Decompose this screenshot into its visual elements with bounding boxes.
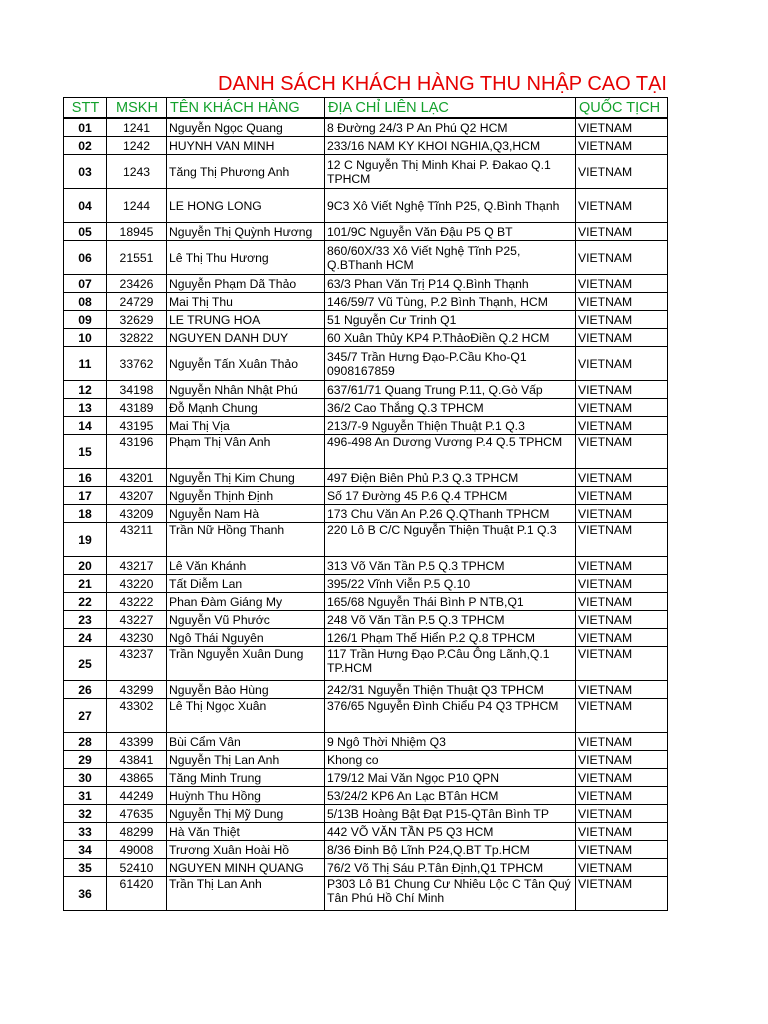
table-row (64, 189, 668, 223)
stt-cell: 30 (64, 769, 107, 787)
mskh-cell: 1241 (107, 118, 167, 137)
nationality-cell: VIETNAM (576, 311, 668, 329)
nationality-cell: VIETNAM (576, 275, 668, 293)
name-cell: Trương Xuân Hoài Hồ (167, 841, 325, 859)
stt-cell: 25 (64, 647, 107, 681)
stt-cell: 19 (64, 523, 107, 557)
nationality-cell: VIETNAM (576, 241, 668, 275)
table-row (64, 347, 668, 381)
nationality-cell: VIETNAM (576, 733, 668, 751)
nationality-cell: VIETNAM (576, 399, 668, 417)
table-row (64, 523, 668, 557)
address-cell: 213/7-9 Nguyễn Thiện Thuật P.1 Q.3 (325, 417, 576, 435)
name-cell: Lê Văn Khánh (167, 557, 325, 575)
address-cell: 220 Lô B C/C Nguyễn Thiện Thuật P.1 Q.3 (325, 523, 576, 557)
table-row (64, 118, 668, 137)
col-header-name: TÊN KHÁCH HÀNG (167, 98, 325, 119)
nationality-cell: VIETNAM (576, 593, 668, 611)
mskh-cell: 18945 (107, 223, 167, 241)
mskh-cell: 43207 (107, 487, 167, 505)
mskh-cell: 24729 (107, 293, 167, 311)
stt-cell: 22 (64, 593, 107, 611)
table-row (64, 699, 668, 733)
table-row (64, 505, 668, 523)
stt-cell: 32 (64, 805, 107, 823)
name-cell: Nguyễn Nam Hà (167, 505, 325, 523)
name-cell: Nguyễn Phạm Dã Thảo (167, 275, 325, 293)
stt-cell: 15 (64, 435, 107, 469)
name-cell: Mai Thị Thu (167, 293, 325, 311)
table-row (64, 593, 668, 611)
address-cell: 248 Võ Văn Tần P.5 Q.3 TPHCM (325, 611, 576, 629)
name-cell: Đỗ Mạnh Chung (167, 399, 325, 417)
col-header-nationality: QUỐC TỊCH (576, 98, 668, 119)
name-cell: Phan Đàm Giáng My (167, 593, 325, 611)
name-cell: LE TRUNG HOA (167, 311, 325, 329)
address-cell: 9 Ngô Thời Nhiệm Q3 (325, 733, 576, 751)
stt-cell: 09 (64, 311, 107, 329)
address-cell: 101/9C Nguyễn Văn Đậu P5 Q BT (325, 223, 576, 241)
table-row (64, 329, 668, 347)
table-row (64, 805, 668, 823)
stt-cell: 01 (64, 118, 107, 137)
mskh-cell: 43237 (107, 647, 167, 681)
customer-table (63, 97, 668, 911)
nationality-cell: VIETNAM (576, 293, 668, 311)
col-header-mskh: MSKH (107, 98, 167, 119)
table-row (64, 137, 668, 155)
mskh-cell: 47635 (107, 805, 167, 823)
nationality-cell: VIETNAM (576, 877, 668, 911)
name-cell: Nguyễn Nhân Nhật Phú (167, 381, 325, 399)
mskh-cell: 1242 (107, 137, 167, 155)
name-cell: Tất Diễm Lan (167, 575, 325, 593)
table-row (64, 155, 668, 189)
name-cell: NGUYEN MINH QUANG (167, 859, 325, 877)
table-row (64, 647, 668, 681)
nationality-cell: VIETNAM (576, 557, 668, 575)
stt-cell: 33 (64, 823, 107, 841)
address-cell: 496-498 An Dương Vương P.4 Q.5 TPHCM (325, 435, 576, 469)
nationality-cell: VIETNAM (576, 417, 668, 435)
address-cell: 442 VÕ VĂN TẦN P5 Q3 HCM (325, 823, 576, 841)
stt-cell: 29 (64, 751, 107, 769)
stt-cell: 04 (64, 189, 107, 223)
table-row (64, 769, 668, 787)
address-cell: 233/16 NAM KY KHOI NGHIA,Q3,HCM (325, 137, 576, 155)
name-cell: Tăng Thị Phương Anh (167, 155, 325, 189)
name-cell: Nguyễn Vũ Phước (167, 611, 325, 629)
table-row (64, 859, 668, 877)
table-row (64, 487, 668, 505)
mskh-cell: 43841 (107, 751, 167, 769)
name-cell: Bùi Cẩm Vân (167, 733, 325, 751)
table-row (64, 751, 668, 769)
stt-cell: 08 (64, 293, 107, 311)
address-cell: 146/59/7 Vũ Tùng, P.2 Bình Thạnh, HCM (325, 293, 576, 311)
name-cell: HUYNH VAN MINH (167, 137, 325, 155)
table-row (64, 787, 668, 805)
table-row (64, 399, 668, 417)
nationality-cell: VIETNAM (576, 223, 668, 241)
name-cell: Nguyễn Thị Mỹ Dung (167, 805, 325, 823)
stt-cell: 20 (64, 557, 107, 575)
mskh-cell: 1243 (107, 155, 167, 189)
name-cell: Nguyễn Thị Quỳnh Hương (167, 223, 325, 241)
table-row (64, 275, 668, 293)
nationality-cell: VIETNAM (576, 505, 668, 523)
address-cell: 76/2 Võ Thị Sáu P.Tân Định,Q1 TPHCM (325, 859, 576, 877)
address-cell: 12 C Nguyễn Thị Minh Khai P. Đakao Q.1 TPHCM (325, 155, 576, 189)
nationality-cell: VIETNAM (576, 155, 668, 189)
stt-cell: 36 (64, 877, 107, 911)
address-cell: 313 Võ Văn Tần P.5 Q.3 TPHCM (325, 557, 576, 575)
stt-cell: 18 (64, 505, 107, 523)
mskh-cell: 43865 (107, 769, 167, 787)
mskh-cell: 52410 (107, 859, 167, 877)
nationality-cell: VIETNAM (576, 629, 668, 647)
address-cell: 53/24/2 KP6 An Lạc BTân HCM (325, 787, 576, 805)
mskh-cell: 23426 (107, 275, 167, 293)
nationality-cell: VIETNAM (576, 805, 668, 823)
name-cell: Trần Nguyễn Xuân Dung (167, 647, 325, 681)
mskh-cell: 48299 (107, 823, 167, 841)
mskh-cell: 1244 (107, 189, 167, 223)
address-cell: 345/7 Trần Hưng Đạo-P.Cầu Kho-Q1 0908167859 (325, 347, 576, 381)
nationality-cell: VIETNAM (576, 118, 668, 137)
stt-cell: 14 (64, 417, 107, 435)
stt-cell: 21 (64, 575, 107, 593)
stt-cell: 23 (64, 611, 107, 629)
address-cell: 376/65 Nguyễn Đình Chiểu P4 Q3 TPHCM (325, 699, 576, 733)
stt-cell: 26 (64, 681, 107, 699)
stt-cell: 17 (64, 487, 107, 505)
table-row (64, 435, 668, 469)
address-cell: 395/22 Vĩnh Viễn P.5 Q.10 (325, 575, 576, 593)
name-cell: Hà Văn Thiệt (167, 823, 325, 841)
name-cell: Nguyễn Ngọc Quang (167, 118, 325, 137)
stt-cell: 02 (64, 137, 107, 155)
mskh-cell: 43217 (107, 557, 167, 575)
table-row (64, 575, 668, 593)
nationality-cell: VIETNAM (576, 611, 668, 629)
name-cell: Mai Thị Vịa (167, 417, 325, 435)
nationality-cell: VIETNAM (576, 787, 668, 805)
address-cell: 637/61/71 Quang Trung P.11, Q.Gò Vấp (325, 381, 576, 399)
nationality-cell: VIETNAM (576, 859, 668, 877)
mskh-cell: 43209 (107, 505, 167, 523)
mskh-cell: 43222 (107, 593, 167, 611)
name-cell: Nguyễn Thịnh Định (167, 487, 325, 505)
address-cell: 9C3 Xô Viết Nghệ Tĩnh P25, Q.Bình Thạnh (325, 189, 576, 223)
nationality-cell: VIETNAM (576, 751, 668, 769)
nationality-cell: VIETNAM (576, 329, 668, 347)
stt-cell: 07 (64, 275, 107, 293)
address-cell: Số 17 Đường 45 P.6 Q.4 TPHCM (325, 487, 576, 505)
address-cell: Khong co (325, 751, 576, 769)
table-row (64, 877, 668, 911)
col-header-address: ĐỊA CHỈ LIÊN LẠC (325, 98, 576, 119)
table-row (64, 469, 668, 487)
stt-cell: 03 (64, 155, 107, 189)
address-cell: 173 Chu Văn An P.26 Q.QThanh TPHCM (325, 505, 576, 523)
nationality-cell: VIETNAM (576, 841, 668, 859)
table-row (64, 241, 668, 275)
header-row (64, 98, 668, 119)
address-cell: 8 Đường 24/3 P An Phú Q2 HCM (325, 118, 576, 137)
mskh-cell: 43201 (107, 469, 167, 487)
stt-cell: 34 (64, 841, 107, 859)
table-row (64, 557, 668, 575)
nationality-cell: VIETNAM (576, 647, 668, 681)
name-cell: Trần Thị Lan Anh (167, 877, 325, 911)
address-cell: 117 Trần Hưng Đạo P.Câu Ông Lãnh,Q.1 TP.HCM (325, 647, 576, 681)
nationality-cell: VIETNAM (576, 699, 668, 733)
address-cell: 36/2 Cao Thắng Q.3 TPHCM (325, 399, 576, 417)
table-row (64, 611, 668, 629)
nationality-cell: VIETNAM (576, 347, 668, 381)
mskh-cell: 43189 (107, 399, 167, 417)
stt-cell: 27 (64, 699, 107, 733)
mskh-cell: 43399 (107, 733, 167, 751)
name-cell: Ngô Thái Nguyên (167, 629, 325, 647)
name-cell: Phạm Thị Vân Anh (167, 435, 325, 469)
table-row (64, 841, 668, 859)
nationality-cell: VIETNAM (576, 487, 668, 505)
sheet-title: DANH SÁCH KHÁCH HÀNG THU NHẬP CAO TẠI (218, 73, 667, 95)
address-cell: 5/13B Hoàng Bật Đạt P15-QTân Bình TP (325, 805, 576, 823)
stt-cell: 12 (64, 381, 107, 399)
stt-cell: 16 (64, 469, 107, 487)
name-cell: Trần Nữ Hồng Thanh (167, 523, 325, 557)
nationality-cell: VIETNAM (576, 381, 668, 399)
stt-cell: 13 (64, 399, 107, 417)
name-cell: Lê Thị Ngọc Xuân (167, 699, 325, 733)
table-row (64, 223, 668, 241)
nationality-cell: VIETNAM (576, 575, 668, 593)
address-cell: 242/31 Nguyễn Thiện Thuật Q3 TPHCM (325, 681, 576, 699)
address-cell: 60 Xuân Thủy KP4 P.ThảoĐiền Q.2 HCM (325, 329, 576, 347)
name-cell: Lê Thị Thu Hương (167, 241, 325, 275)
name-cell: Nguyễn Tấn Xuân Thảo (167, 347, 325, 381)
table-row (64, 311, 668, 329)
mskh-cell: 21551 (107, 241, 167, 275)
address-cell: 179/12 Mai Văn Ngọc P10 QPN (325, 769, 576, 787)
name-cell: Huỳnh Thu Hồng (167, 787, 325, 805)
nationality-cell: VIETNAM (576, 769, 668, 787)
table-row (64, 823, 668, 841)
nationality-cell: VIETNAM (576, 681, 668, 699)
nationality-cell: VIETNAM (576, 137, 668, 155)
mskh-cell: 43230 (107, 629, 167, 647)
table-row (64, 293, 668, 311)
stt-cell: 10 (64, 329, 107, 347)
mskh-cell: 43299 (107, 681, 167, 699)
address-cell: 8/36 Đinh Bộ Lĩnh P24,Q.BT Tp.HCM (325, 841, 576, 859)
table-row (64, 733, 668, 751)
name-cell: Nguyễn Bảo Hùng (167, 681, 325, 699)
address-cell: 51 Nguyễn Cư Trinh Q1 (325, 311, 576, 329)
mskh-cell: 43211 (107, 523, 167, 557)
name-cell: Nguyễn Thị Kim Chung (167, 469, 325, 487)
mskh-cell: 49008 (107, 841, 167, 859)
table-row (64, 681, 668, 699)
stt-cell: 31 (64, 787, 107, 805)
mskh-cell: 32822 (107, 329, 167, 347)
stt-cell: 35 (64, 859, 107, 877)
address-cell: 497 Điện Biên Phủ P.3 Q.3 TPHCM (325, 469, 576, 487)
address-cell: 860/60X/33 Xô Viết Nghệ Tĩnh P25, Q.BThanh HCM (325, 241, 576, 275)
address-cell: 126/1 Phạm Thế Hiển P.2 Q.8 TPHCM (325, 629, 576, 647)
mskh-cell: 61420 (107, 877, 167, 911)
col-header-stt: STT (64, 98, 107, 119)
name-cell: NGUYEN DANH DUY (167, 329, 325, 347)
nationality-cell: VIETNAM (576, 435, 668, 469)
stt-cell: 11 (64, 347, 107, 381)
table-row (64, 629, 668, 647)
nationality-cell: VIETNAM (576, 189, 668, 223)
mskh-cell: 43195 (107, 417, 167, 435)
table-row (64, 381, 668, 399)
mskh-cell: 43302 (107, 699, 167, 733)
table-row (64, 417, 668, 435)
mskh-cell: 43227 (107, 611, 167, 629)
stt-cell: 05 (64, 223, 107, 241)
mskh-cell: 34198 (107, 381, 167, 399)
mskh-cell: 43196 (107, 435, 167, 469)
stt-cell: 24 (64, 629, 107, 647)
nationality-cell: VIETNAM (576, 823, 668, 841)
mskh-cell: 43220 (107, 575, 167, 593)
nationality-cell: VIETNAM (576, 523, 668, 557)
nationality-cell: VIETNAM (576, 469, 668, 487)
name-cell: LE HONG LONG (167, 189, 325, 223)
mskh-cell: 32629 (107, 311, 167, 329)
mskh-cell: 44249 (107, 787, 167, 805)
address-cell: 165/68 Nguyễn Thái Bình P NTB,Q1 (325, 593, 576, 611)
name-cell: Tăng Minh Trung (167, 769, 325, 787)
mskh-cell: 33762 (107, 347, 167, 381)
stt-cell: 06 (64, 241, 107, 275)
address-cell: 63/3 Phan Văn Trị P14 Q.Bình Thạnh (325, 275, 576, 293)
name-cell: Nguyễn Thị Lan Anh (167, 751, 325, 769)
address-cell: P303 Lô B1 Chung Cư Nhiêu Lộc C Tân Quý Tân Phú Hồ Chí Minh (325, 877, 576, 911)
stt-cell: 28 (64, 733, 107, 751)
